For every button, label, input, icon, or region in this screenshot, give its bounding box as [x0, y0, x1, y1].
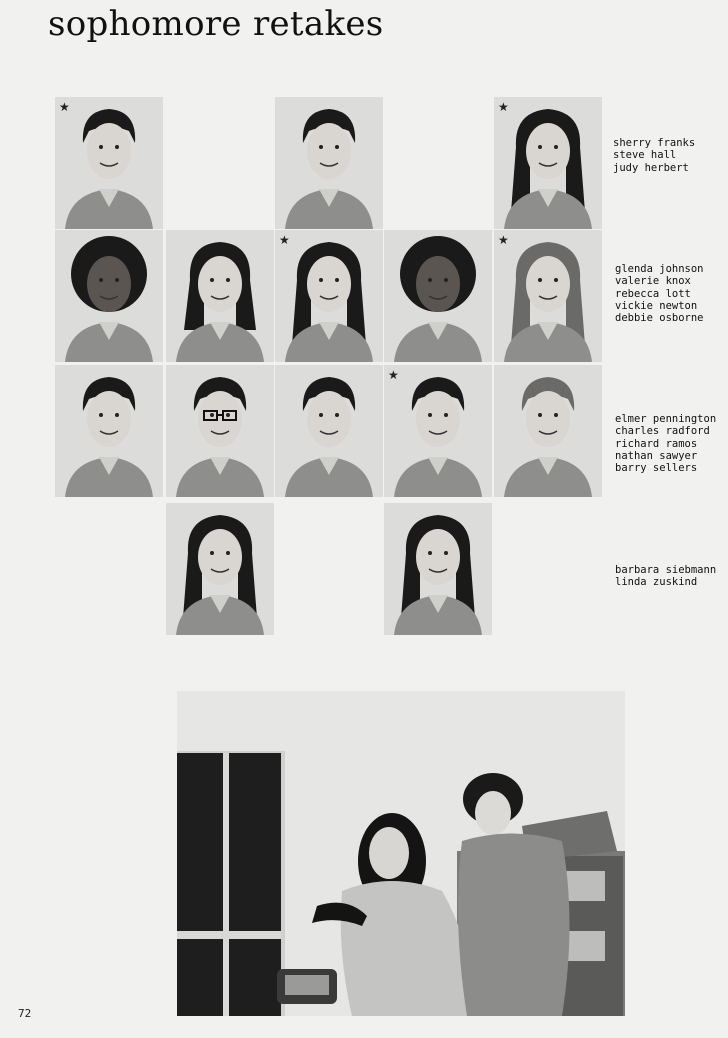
- portrait-photo: [166, 365, 274, 497]
- names-row-4: [615, 564, 716, 589]
- student-name: debbie osborne: [615, 312, 704, 325]
- star-mark-icon: ★: [279, 233, 290, 247]
- student-name: glenda johnson: [615, 263, 704, 275]
- student-name: richard ramos: [615, 437, 698, 450]
- star-mark-icon: ★: [388, 368, 399, 382]
- names-row-1: [613, 137, 695, 174]
- candid-photo: [177, 691, 625, 1016]
- portrait-photo: [275, 230, 383, 362]
- student-name: steve hall: [613, 149, 677, 162]
- student-name: sherry franks: [613, 137, 696, 149]
- star-mark-icon: ★: [498, 100, 509, 114]
- star-mark-icon: ★: [498, 233, 509, 247]
- student-name: charles radford: [615, 425, 710, 438]
- student-name: barbara siebmann: [615, 564, 717, 576]
- page-number: 72: [18, 1007, 32, 1020]
- page-title: sophomore retakes: [48, 4, 384, 44]
- student-name: barry sellers: [615, 462, 698, 475]
- portrait-photo: [55, 365, 163, 497]
- student-name: rebecca lott: [615, 287, 691, 300]
- portrait-photo: [494, 365, 602, 497]
- portrait-photo: [275, 97, 383, 229]
- student-name: judy herbert: [613, 161, 689, 174]
- portrait-photo: [494, 230, 602, 362]
- student-name: nathan sawyer: [615, 449, 698, 462]
- portrait-photo: [384, 365, 492, 497]
- portrait-photo: [275, 365, 383, 497]
- portrait-photo: [384, 503, 492, 635]
- portrait-photo: [384, 230, 492, 362]
- student-name: vickie newton: [615, 299, 698, 312]
- portrait-photo: [55, 97, 163, 229]
- portrait-photo: [494, 97, 602, 229]
- candid-photo-image: [177, 691, 625, 1016]
- portrait-photo: [55, 230, 163, 362]
- portrait-photo: [166, 230, 274, 362]
- star-mark-icon: ★: [59, 100, 70, 114]
- student-name: elmer pennington: [615, 413, 717, 425]
- names-row-3: [615, 413, 716, 474]
- student-name: linda zuskind: [615, 576, 698, 589]
- student-name: valerie knox: [615, 275, 691, 288]
- portrait-photo: [166, 503, 274, 635]
- names-row-2: [615, 263, 704, 324]
